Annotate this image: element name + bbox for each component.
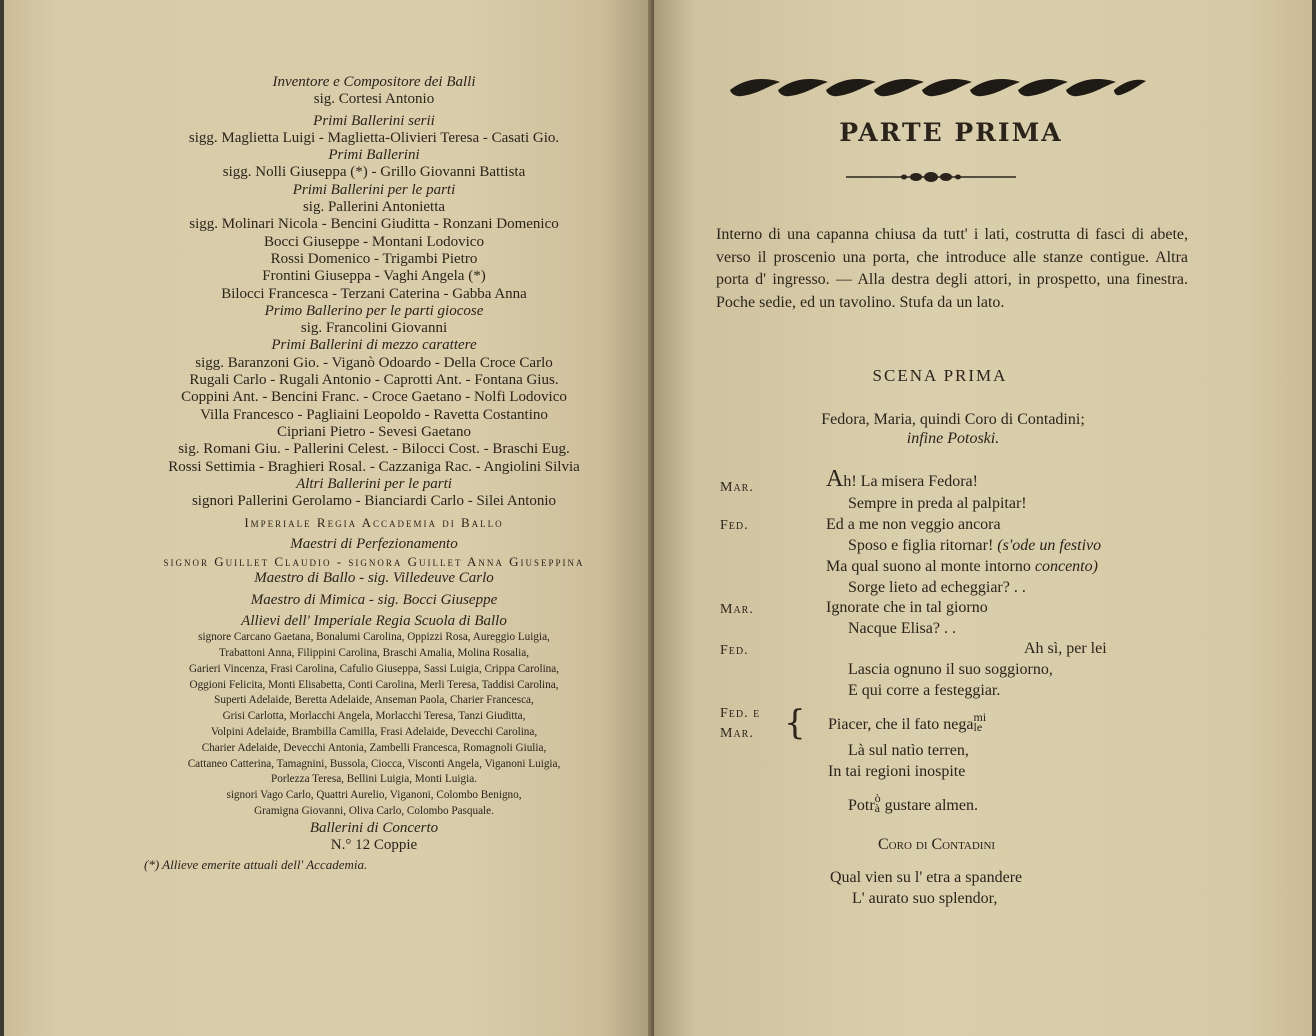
- cast-line: Charier Adelaide, Devecchi Antonia, Zambelli Francesca, Romagnoli Giulia,: [201, 741, 547, 754]
- cast-line: Rossi Domenico - Trigambi Pietro: [270, 250, 478, 267]
- cast-line: Cipriani Pietro - Sevesi Gaetano: [276, 423, 472, 440]
- speaker-mar: Mar.: [720, 602, 754, 617]
- cast-line: Rossi Settimia - Braghieri Rosal. - Cazzaniga Rac. - Angiolini Silvia: [168, 458, 580, 475]
- section-heading: Inventore e Compositore dei Balli: [272, 74, 476, 90]
- cast-line: sigg. Nolli Giuseppa (*) - Grillo Giovanni Battista: [222, 164, 526, 181]
- cast-line: Bocci Giuseppe - Montani Lodovico: [264, 233, 484, 250]
- cast-line: Volpini Adelaide, Brambilla Camilla, Frasi Adelaide, Devecchi Carolina,: [210, 725, 538, 738]
- verse-variant: à: [874, 801, 880, 815]
- verse-line: Sorge lieto ad echeggiar? . .: [848, 579, 1026, 596]
- cast-line: Villa Francesco - Pagliaini Leopoldo - Ravetta Costantino: [200, 406, 548, 423]
- cast-line: signore Carcano Gaetana, Bonalumi Carolina, Oppizzi Rosa, Aureggio Luigia,: [198, 631, 550, 644]
- verse-line: Ignorate che in tal giorno: [826, 599, 988, 616]
- cast-line: sig. Romani Giu. - Pallerini Celest. - Bilocci Cost. - Braschi Eug.: [178, 441, 570, 458]
- verse-line: Nacque Elisa? . .: [848, 620, 956, 637]
- left-page: [4, 0, 652, 1036]
- cast-line: Trabattoni Anna, Filippini Carolina, Braschi Amalia, Molina Rosalia,: [218, 647, 529, 659]
- verse-line: L' aurato suo splendor,: [852, 890, 998, 907]
- cast-line: Garieri Vincenza, Frasi Carolina, Cafulio Giuseppa, Sassi Luigia, Crippa Carolina,: [188, 662, 560, 675]
- cast-line: Imperiale Regia Accademia di Ballo: [244, 515, 504, 531]
- verse-variant: ò: [874, 791, 881, 805]
- characters-line-1: Fedora, Maria, quindi Coro di Contadini;: [821, 411, 1085, 428]
- speaker-fed-mar: Fed. e: [720, 706, 761, 721]
- section-heading: Primi Ballerini di mezzo carattere: [271, 337, 477, 354]
- verse-text: Sposo e figlia ritornar!: [848, 537, 994, 554]
- cast-line: Maestro di Mimica - sig. Bocci Giuseppe: [250, 591, 498, 608]
- section-heading: Altri Ballerini per le parti: [296, 475, 452, 492]
- stage-note: concento): [1034, 558, 1098, 575]
- speaker-mar: Mar.: [720, 480, 754, 495]
- chorus-heading: Coro di Contadini: [878, 836, 996, 853]
- speaker-fed: Fed.: [720, 643, 749, 658]
- verse-line: [828, 712, 986, 734]
- cast-line: Coppini Ant. - Bencini Franc. - Croce Gaetano - Nolfi Lodovico: [181, 389, 567, 406]
- brace-icon: {: [784, 703, 806, 743]
- cast-line: sig. Cortesi Antonio: [313, 91, 435, 108]
- verse-line: Lascia ognuno il suo soggiorno,: [848, 661, 1053, 678]
- drop-cap: A: [826, 466, 844, 492]
- section-heading: Primi Ballerini per le parti: [292, 181, 456, 198]
- cast-line: sigg. Baranzoni Gio. - Viganò Odoardo - Della Croce Carlo: [195, 354, 553, 371]
- verse-text: Ma qual suono al monte intorno: [826, 558, 1031, 575]
- section-heading: Primo Ballerino per le parti giocose: [264, 302, 484, 319]
- cast-line: signori Pallerini Gerolamo - Bianciardi Carlo - Silei Antonio: [191, 493, 557, 510]
- section-heading: Allievi dell' Imperiale Regia Scuola di Ballo: [241, 612, 507, 629]
- verse-line: [848, 537, 1101, 555]
- cast-line: Porlezza Teresa, Bellini Luigia, Monti Luigia.: [271, 773, 477, 786]
- cast-line: signor Guillet Claudio - signora Guillet Anna Giuseppina: [163, 554, 585, 570]
- cast-line: sigg. Maglietta Luigi - Maglietta-Olivieri Teresa - Casati Gio.: [188, 129, 560, 146]
- verse-line: In tai regioni inospite: [828, 763, 966, 780]
- stage-direction: Interno di una capanna chiusa da tutt' i lati, costrutta di fasci di abete, verso il proscenio una porta, che introduce alle stanze contigue. Altra porta d' ingresso. — Alla destra degli attori, in prospetto, una finestra. Poche sedie, ed un tavolino. Stufa da un lato.: [716, 226, 1188, 311]
- section-heading: Primi Ballerini: [328, 147, 420, 164]
- cast-line: Frontini Giuseppa - Vaghi Angela (*): [262, 268, 486, 285]
- section-heading: Ballerini di Concerto: [309, 819, 439, 836]
- cast-line: Superti Adelaide, Beretta Adelaide, Anseman Paola, Charier Francesca,: [214, 694, 534, 707]
- speaker-fed: Fed.: [720, 518, 749, 533]
- verse-line: [826, 466, 978, 493]
- verse-line: Sempre in preda al palpitar!: [848, 495, 1027, 512]
- page-title: PARTE PRIMA: [839, 118, 1063, 147]
- characters-line-2: infine Potoski.: [906, 430, 1000, 447]
- verse-variant: mi: [973, 710, 987, 724]
- cast-line: Cattaneo Catterina, Tamagnini, Bussola, Ciocca, Visconti Angela, Viganoni Luigia,: [187, 757, 561, 770]
- section-heading: Maestri di Perfezionamento: [290, 535, 458, 552]
- cast-line: Grisi Carlotta, Morlacchi Angela, Morlacchi Teresa, Tanzi Giuditta,: [222, 710, 526, 723]
- verse-line: Là sul natìo terren,: [848, 742, 969, 759]
- characters: [720, 410, 1186, 448]
- verse-text: h! La misera Fedora!: [843, 473, 978, 490]
- verse-line: [848, 793, 978, 815]
- footnote: (*) Allieve emerite attuali dell' Accademia.: [144, 857, 368, 873]
- verse-variant: le: [973, 720, 983, 734]
- cast-line: sig. Francolini Giovanni: [300, 320, 448, 337]
- cast-line: sig. Pallerini Antonietta: [302, 199, 446, 216]
- ornament-header: [728, 72, 1148, 102]
- verse-line: Ah sì, per lei: [1024, 640, 1107, 657]
- cast-list: [114, 74, 634, 874]
- cast-line: sigg. Molinari Nicola - Bencini Giuditta - Ronzani Domenico: [189, 216, 559, 233]
- cast-line: Rugali Carlo - Rugali Antonio - Caprotti Ant. - Fontana Gius.: [189, 372, 559, 389]
- title-rule-ornament: [846, 170, 1016, 184]
- cast-line: Bilocci Francesca - Terzani Caterina - Gabba Anna: [221, 285, 527, 302]
- cast-line: Oggioni Felicita, Monti Elisabetta, Conti Carolina, Merli Teresa, Taddisi Carolina,: [189, 678, 559, 691]
- verse-line: Qual vien su l' etra a spandere: [830, 869, 1023, 886]
- verse-line: Ed a me non veggio ancora: [826, 516, 1001, 533]
- cast-line: Maestro di Ballo - sig. Villedeuve Carlo: [254, 570, 494, 587]
- verse-line: E qui corre a festeggiar.: [848, 682, 1001, 699]
- cast-line: Gramigna Giovanni, Oliva Carlo, Colombo Pasquale.: [254, 804, 494, 817]
- stage-note: (s'ode un festivo: [997, 537, 1102, 554]
- cast-line: signori Vago Carlo, Quattri Aurelio, Viganoni, Colombo Benigno,: [226, 789, 522, 802]
- section-heading: Primi Ballerini serii: [313, 112, 435, 129]
- speaker-fed-mar: Mar.: [720, 726, 754, 741]
- verse-text: gustare almen.: [884, 797, 978, 814]
- scene-heading: SCENA PRIMA: [872, 366, 1008, 385]
- verse-line: [826, 558, 1098, 576]
- verse-text: Piacer, che il fato nega: [828, 716, 974, 733]
- verse-text: Potr: [848, 797, 875, 814]
- cast-line: N.° 12 Coppie: [330, 837, 418, 854]
